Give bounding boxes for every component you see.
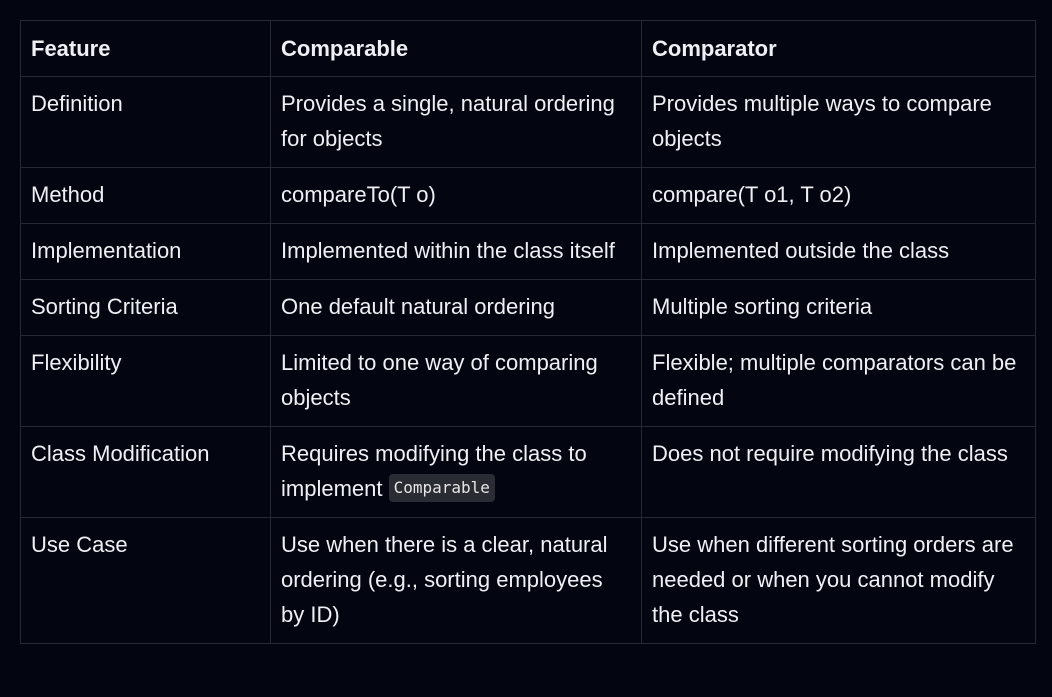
comparison-table: [20, 20, 1036, 644]
cell-feature: Use Case: [21, 518, 271, 644]
cell-comparable: Implemented within the class itself: [271, 224, 642, 280]
cell-comparator: Multiple sorting criteria: [642, 280, 1036, 336]
cell-feature: Flexibility: [21, 336, 271, 427]
header-comparator: Comparator: [642, 21, 1036, 77]
header-feature: Feature: [21, 21, 271, 77]
cell-comparable: Use when there is a clear, natural ordering (e.g., sorting employees by ID): [271, 518, 642, 644]
cell-comparator: Implemented outside the class: [642, 224, 1036, 280]
cell-comparator: Does not require modifying the class: [642, 427, 1036, 518]
cell-feature: Class Modification: [21, 427, 271, 518]
cell-comparator: Provides multiple ways to compare objects: [642, 77, 1036, 168]
cell-comparable: One default natural ordering: [271, 280, 642, 336]
table-row: [21, 168, 1036, 224]
inline-code-comparable: Comparable: [389, 474, 495, 502]
cell-comparator: Flexible; multiple comparators can be defined: [642, 336, 1036, 427]
table-row: [21, 518, 1036, 644]
cell-comparable: Provides a single, natural ordering for objects: [271, 77, 642, 168]
cell-comparator: Use when different sorting orders are needed or when you cannot modify the class: [642, 518, 1036, 644]
cell-comparator: compare(T o1, T o2): [642, 168, 1036, 224]
cell-comparable: Limited to one way of comparing objects: [271, 336, 642, 427]
cell-feature: Definition: [21, 77, 271, 168]
table-row: [21, 427, 1036, 518]
table-header-row: [21, 21, 1036, 77]
table-row: [21, 224, 1036, 280]
header-comparable: Comparable: [271, 21, 642, 77]
cell-feature: Method: [21, 168, 271, 224]
cell-comparable: [271, 427, 642, 518]
table-row: [21, 77, 1036, 168]
table-row: [21, 280, 1036, 336]
cell-comparable-text: Requires modifying the class to implement: [281, 441, 587, 501]
cell-comparable: compareTo(T o): [271, 168, 642, 224]
table-row: [21, 336, 1036, 427]
cell-feature: Implementation: [21, 224, 271, 280]
comparison-table-container: [20, 20, 1035, 644]
cell-feature: Sorting Criteria: [21, 280, 271, 336]
